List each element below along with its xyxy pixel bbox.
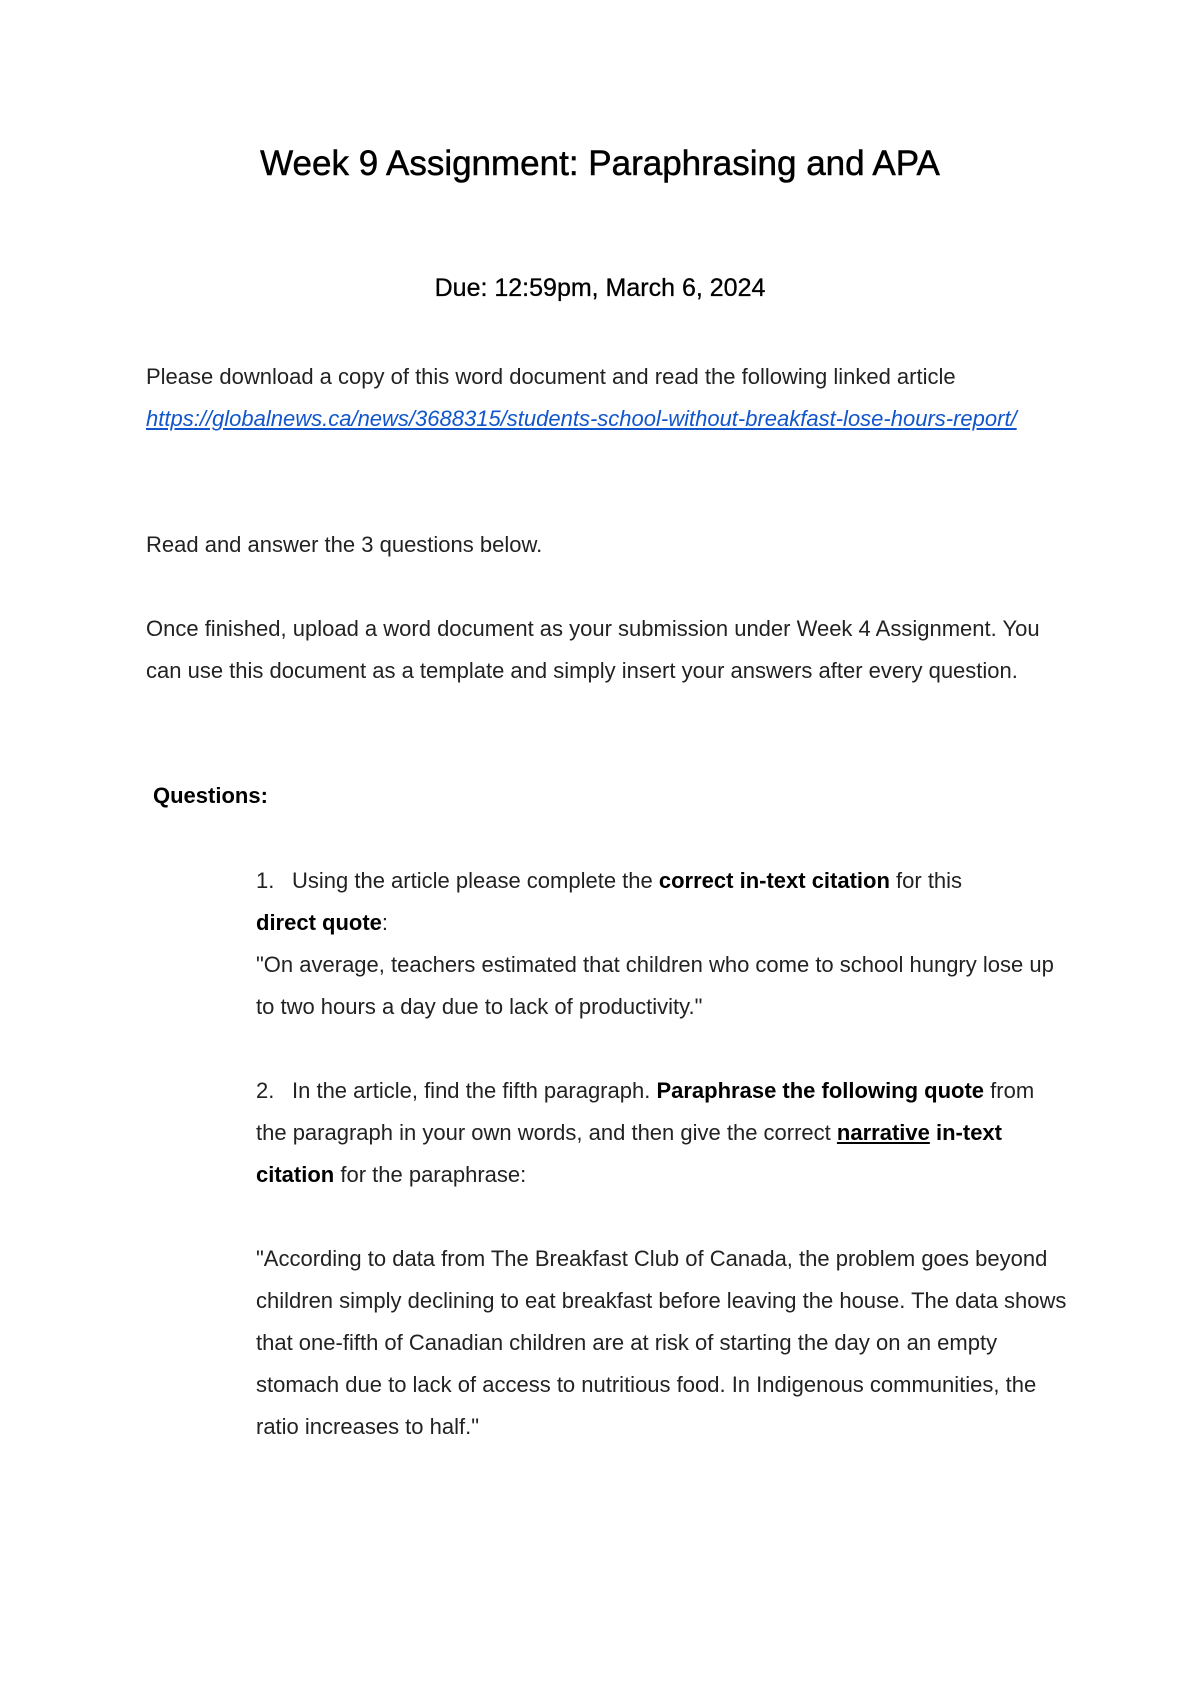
question-text: from the paragraph in your own words, and then give the correct: [256, 1078, 1035, 1145]
document-title: Week 9 Assignment: Paraphrasing and APA: [260, 144, 940, 183]
questions-heading: Questions:: [153, 783, 268, 808]
question-bold-text: in-text citation: [256, 1120, 1002, 1187]
article-link[interactable]: https://globalnews.ca/news/3688315/students-school-without-breakfast-lose-hours-report/: [146, 406, 1017, 431]
submission-instruction: Once finished, upload a word document as your submission under Week 4 Assignment. You can use this document as a template and simply insert your answers after every question.: [146, 616, 1040, 683]
question-2: [256, 1070, 1066, 1196]
question-bold-text: correct in-text citation: [658, 868, 890, 893]
question-text: for this: [889, 868, 963, 893]
question-bold-underline-text: narrative: [836, 1120, 930, 1145]
question-bold-text: direct quote: [256, 910, 382, 935]
question-text: for the paraphrase:: [334, 1162, 527, 1187]
intro-paragraph: [146, 356, 1066, 440]
question-text: :: [381, 910, 389, 935]
question-number: 2.: [256, 1078, 275, 1103]
intro-text: Please download a copy of this word document and read the following linked article: [146, 364, 956, 389]
question-2-quote: "According to data from The Breakfast Club of Canada, the problem goes beyond children simply declining to eat breakfast before leaving the house. The data shows that one-fifth of Canadian children are at risk of starting the day on an empty stomach due to lack of access to nutritious food. In Indigenous communities, the ratio increases to half.": [256, 1246, 1067, 1439]
question-text: Using the article please complete the: [292, 868, 659, 893]
read-instruction: Read and answer the 3 questions below.: [146, 532, 543, 557]
question-bold-text: Paraphrase the following quote: [656, 1078, 985, 1103]
question-text: In the article, find the fifth paragraph.: [292, 1078, 657, 1103]
question-number: 1.: [256, 868, 275, 893]
question-quote: "On average, teachers estimated that children who come to school hungry lose up to two hours a day due to lack of productivity.": [256, 952, 1054, 1019]
question-1: [256, 860, 1066, 1028]
due-date: Due: 12:59pm, March 6, 2024: [434, 274, 766, 302]
